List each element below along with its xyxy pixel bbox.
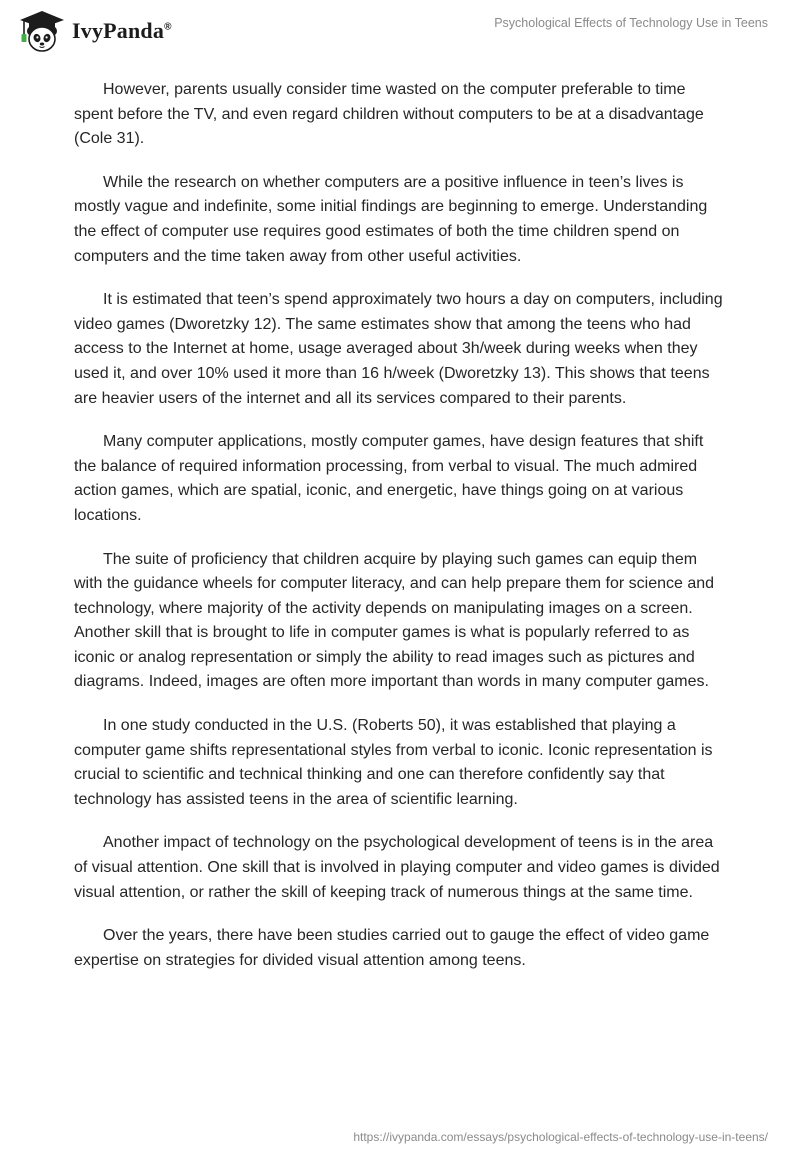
paragraph: In one study conducted in the U.S. (Roberts 50), it was established that playing a computer game shifts representational styles from verbal to iconic. Iconic representation is crucial to scientific and technical thinking and one can therefore confidently say that technology has assisted teens in the area of scientific learning. [74,717,713,808]
essay-body [74,78,726,992]
page-header [0,0,800,60]
document-title: Psychological Effects of Technology Use in Teens [494,16,768,30]
paragraph: The suite of proficiency that children acquire by playing such games can equip them with the guidance wheels for computer literacy, and can help prepare them for science and technology, where majority of the activity depends on manipulating images on a screen. Another skill that is brought to life in computer games is what is popularly referred to as iconic or analog representation or simply the ability to read images such as pictures and diagrams. Indeed, images are often more important than words in many computer games. [74,550,715,691]
paragraph: It is estimated that teen’s spend approximately two hours a day on computers, including video games (Dworetzky 12). The same estimates show that among the teens who had access to the Internet at home, usage averaged about 3h/week during weeks when they used it, and over 10% used it more than 16 h/week (Dworetzky 13). This shows that teens are heavier users of the internet and all its services compared to their parents. [74,291,723,407]
brand-name: IvyPanda® [72,18,172,43]
registered-mark: ® [164,21,172,33]
brand-logo[interactable] [14,8,172,54]
paragraph: Another impact of technology on the psychological development of teens is in the area of visual attention. One skill that is involved in playing computer and video games is divided visual attention, or rather the skill of keeping track of numerous things at the same time. [74,834,720,901]
paragraph: Many computer applications, mostly computer games, have design features that shift the balance of required information processing, from verbal to visual. The much admired action games, which are spatial, iconic, and energetic, have things going on at various locations. [74,433,704,524]
panda-graduation-cap-icon [14,8,70,54]
paragraph: Over the years, there have been studies carried out to gauge the effect of video game expertise on strategies for divided visual attention among teens. [74,927,710,969]
source-url[interactable]: https://ivypanda.com/essays/psychological-effects-of-technology-use-in-teens/ [353,1130,768,1144]
paragraph: However, parents usually consider time wasted on the computer preferable to time spent before the TV, and even regard children without computers to be at a disadvantage (Cole 31). [74,81,704,148]
paragraph: While the research on whether computers are a positive influence in teen’s lives is mostly vague and indefinite, some initial findings are beginning to emerge. Understanding the effect of computer use requires good estimates of both the time children spend on computers and the time taken away from other useful activities. [74,173,708,265]
